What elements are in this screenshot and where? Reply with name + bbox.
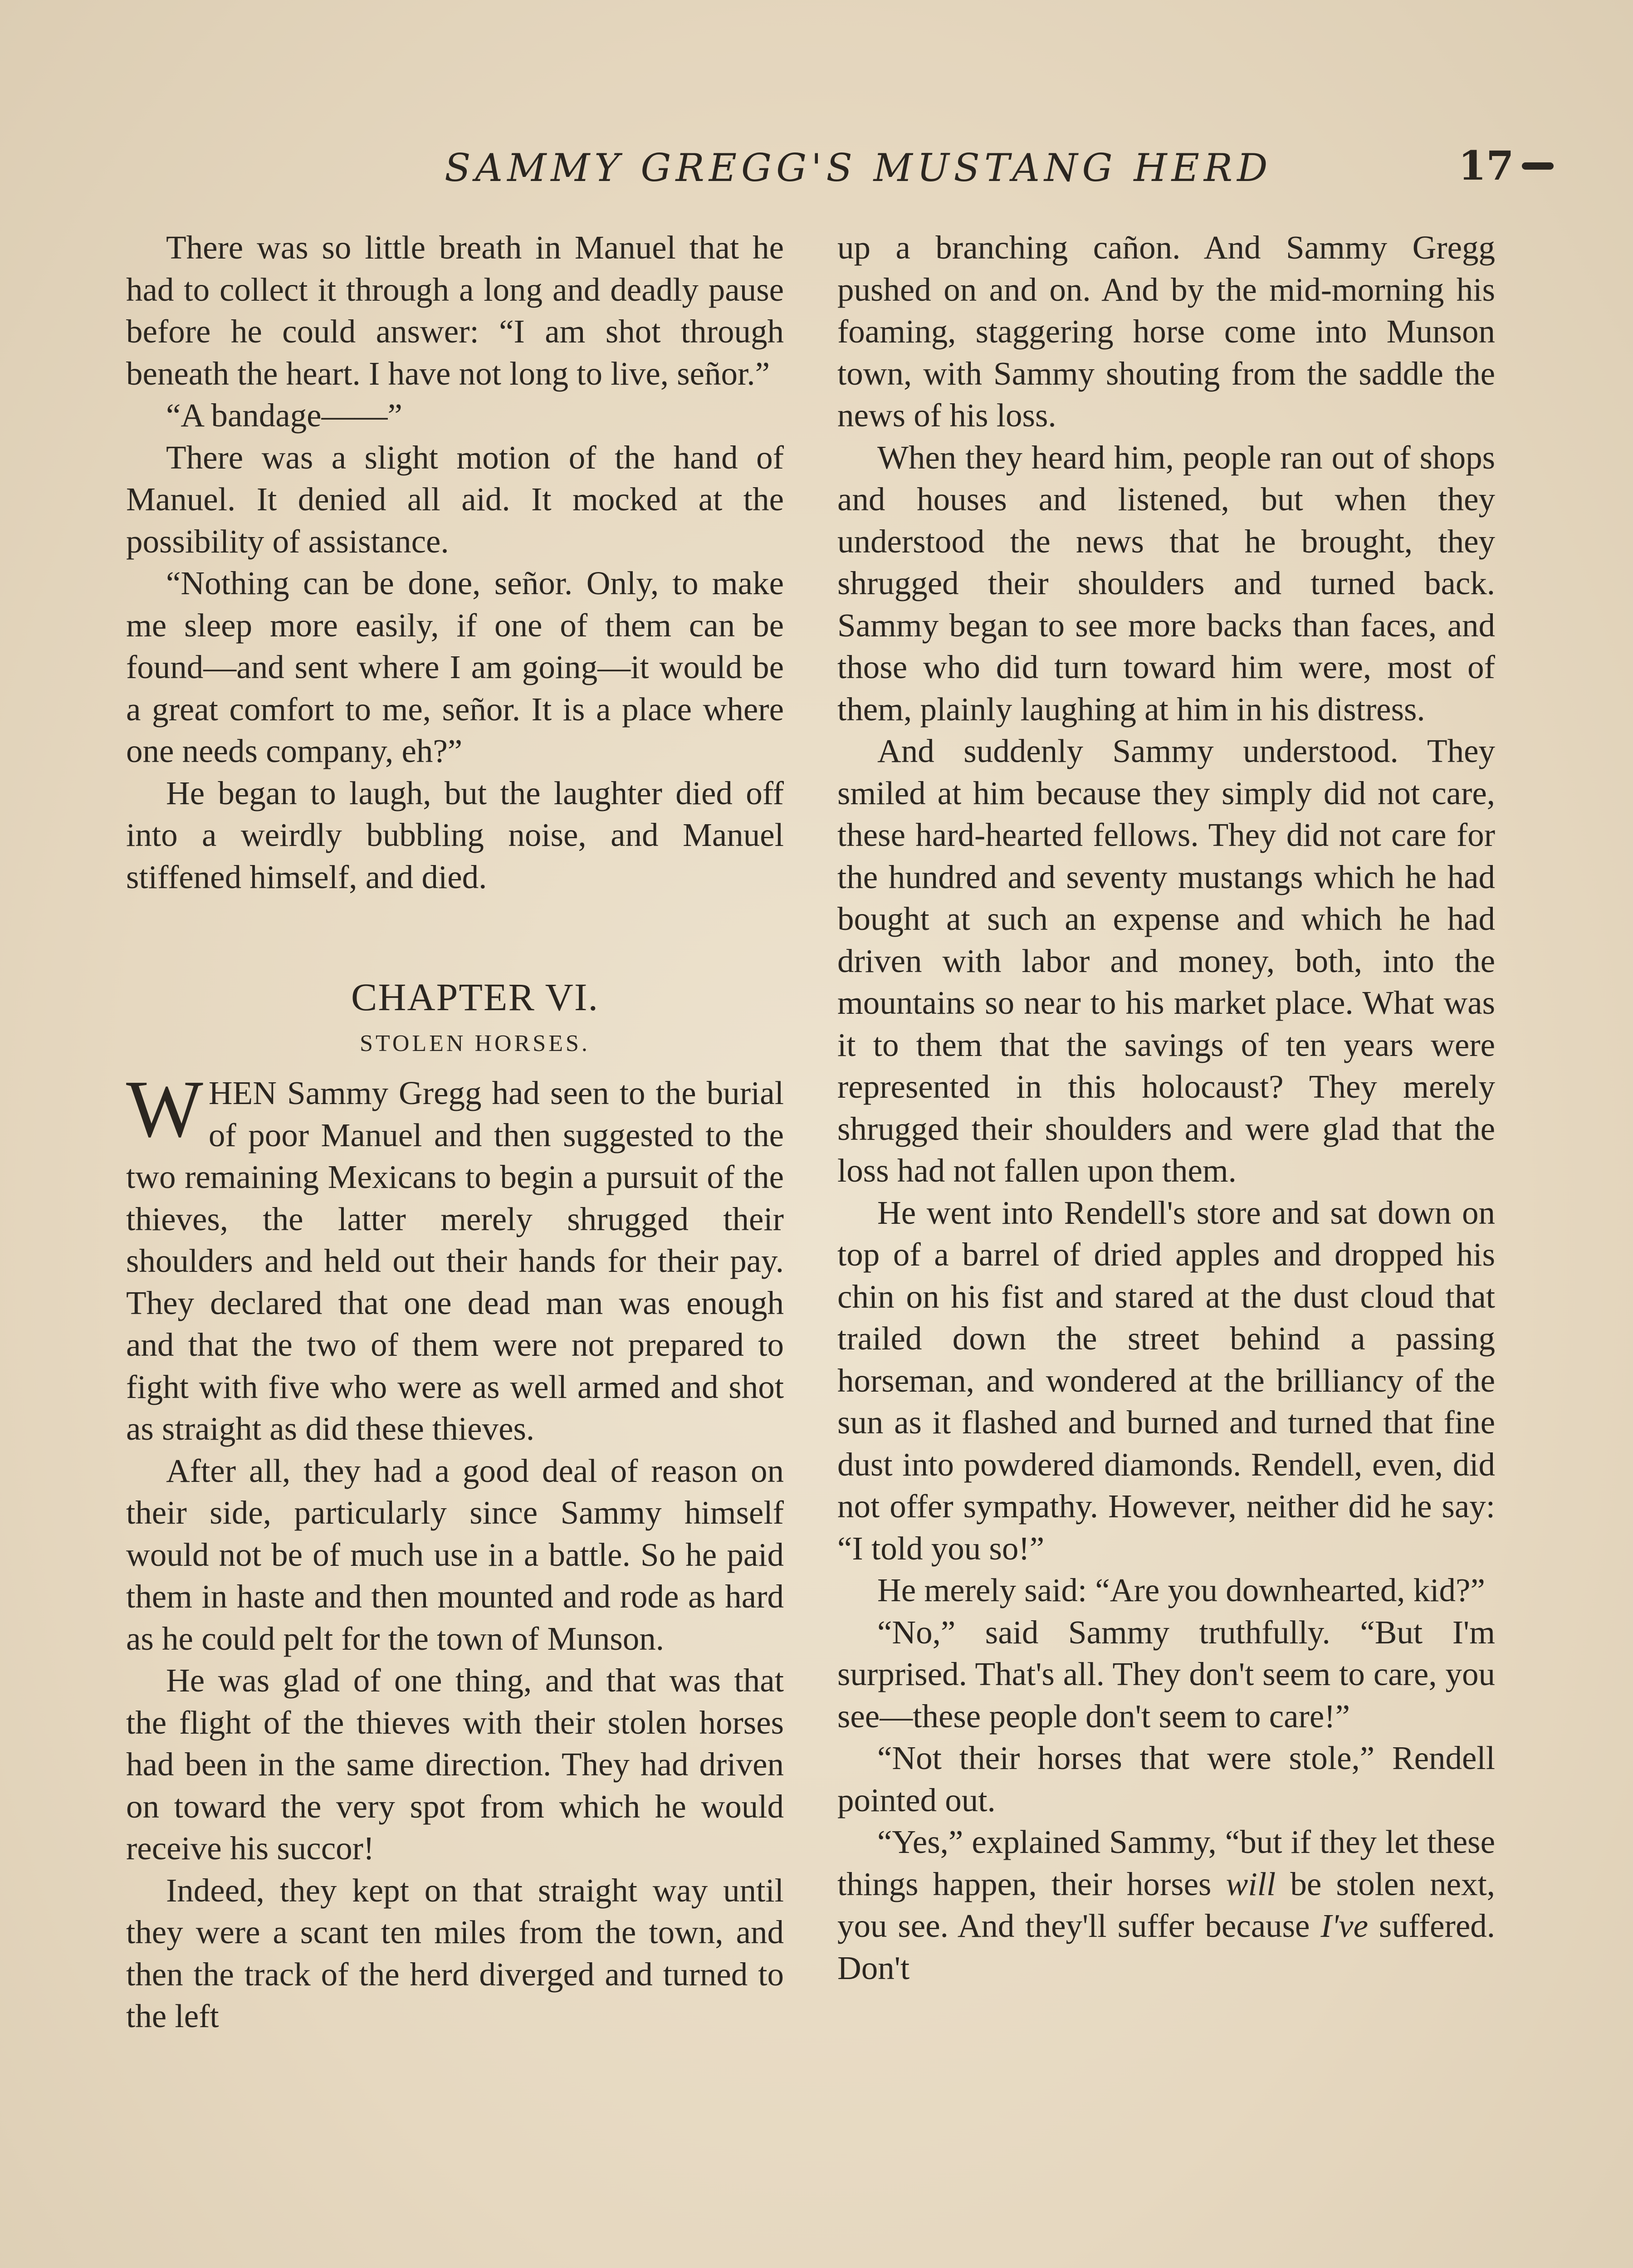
emphasis: I've bbox=[1320, 1907, 1369, 1944]
paragraph: He was glad of one thing, and that was that the flight of the thieves with their stolen horses had been in the same direction. They had driven on toward the very spot from which he would receive his succor! bbox=[126, 1662, 784, 1867]
running-title: SAMMY GREGG'S MUSTANG HERD bbox=[445, 146, 1272, 190]
paragraph: He began to laugh, but the laughter died off into a weirdly bubbling noise, and Manuel stiffened himself, and died. bbox=[126, 774, 784, 895]
paragraph: There was so little breath in Manuel that he had to collect it through a long and deadly pause before he could answer: “I am shot through beneath the heart. I have not long to live, señor.” bbox=[126, 229, 784, 392]
drop-cap: W bbox=[126, 1064, 203, 1154]
paragraph: There was a slight motion of the hand of Manuel. It denied all aid. It mocked at the possibility of assistance. bbox=[126, 439, 784, 560]
text-run: be stolen next, you see. And they'll suffer because bbox=[837, 1865, 1495, 1944]
left-column bbox=[126, 227, 784, 2038]
chapter-opening-paragraph bbox=[126, 1064, 784, 1450]
paragraph: After all, they had a good deal of reason on their side, particularly since Sammy himself would not be of much use in a battle. So he paid them in haste and then mounted and rode as hard as he could pelt for the town of Munson. bbox=[126, 1452, 784, 1657]
paragraph: And suddenly Sammy understood. They smiled at him because they simply did not care, these hard-hearted fellows. They did not care for the hundred and seventy mustangs which he had bought at such an expense and which he had driven with labor and money, both, into the mountains so near to his market place. What was it to them that the savings of ten years were represented in this holocaust? They merely shrugged their shoulders and were glad that the loss had not fallen upon them. bbox=[837, 733, 1495, 1189]
paragraph: He went into Rendell's store and sat down on top of a barrel of dried apples and dropped his chin on his fist and stared at the dust cloud that trailed down the street behind a passing horseman, and wondered at the brilliancy of the sun as it flashed and burned and turned that fine dust into powdered diamonds. Rendell, even, did not offer sympathy. However, neither did he say: “I told you so!” bbox=[837, 1194, 1495, 1567]
paragraph: When they heard him, people ran out of shops and houses and listened, but when they understood the news that he brought, they shrugged their shoulders and turned back. Sammy began to see more backs than faces, and those who did turn toward him were, most of them, plainly laughing at him in his distress. bbox=[837, 439, 1495, 728]
paragraph: “Not their horses that were stole,” Rendell pointed out. bbox=[837, 1740, 1495, 1818]
right-column bbox=[837, 227, 1495, 1989]
text-run: suffered. Don't bbox=[837, 1907, 1496, 1986]
chapter-title: CHAPTER VI. bbox=[351, 975, 599, 1019]
paragraph: “A bandage——” bbox=[166, 397, 402, 434]
paragraph: “No,” said Sammy truthfully. “But I'm surprised. That's all. They don't seem to care, you see—these people don't seem to care!” bbox=[837, 1613, 1495, 1735]
page-mark-ornament bbox=[1522, 162, 1554, 170]
page-number: 17 bbox=[1458, 142, 1514, 189]
text-run: “Yes,” explained Sammy, “but if they let these things happen, their horses bbox=[837, 1823, 1495, 1902]
emphasis: will bbox=[1226, 1865, 1276, 1902]
continued-paragraph: up a branching cañon. And Sammy Gregg pushed on and on. And by the mid-morning his foaming, staggering horse come into Munson town, with Sammy shouting from the saddle the news of his loss. bbox=[837, 229, 1495, 434]
chapter-subtitle: STOLEN HORSES. bbox=[360, 1031, 590, 1056]
paragraph bbox=[837, 1821, 1495, 1989]
paragraph: “Nothing can be done, señor. Only, to make me sleep more easily, if one of them can be found—and sent where I am going—it would be a great comfort to me, señor. It is a place where one needs company, eh?” bbox=[126, 565, 784, 769]
paragraph-text: HEN Sammy Gregg had seen to the burial of poor Manuel and then suggested to the two remaining Mexicans to begin a pursuit of the thieves, the latter merely shrugged their shoulders and held out their hands for their pay. They declared that one dead man was enough and that the two of them were not prepared to fight with five who were as well armed and shot as straight as did these thieves. bbox=[126, 1075, 784, 1447]
paragraph: He merely said: “Are you downhearted, kid?” bbox=[877, 1572, 1485, 1608]
paragraph: Indeed, they kept on that straight way until they were a scant ten miles from the town, and then the track of the herd diverged and turned to the left bbox=[126, 1872, 784, 2034]
